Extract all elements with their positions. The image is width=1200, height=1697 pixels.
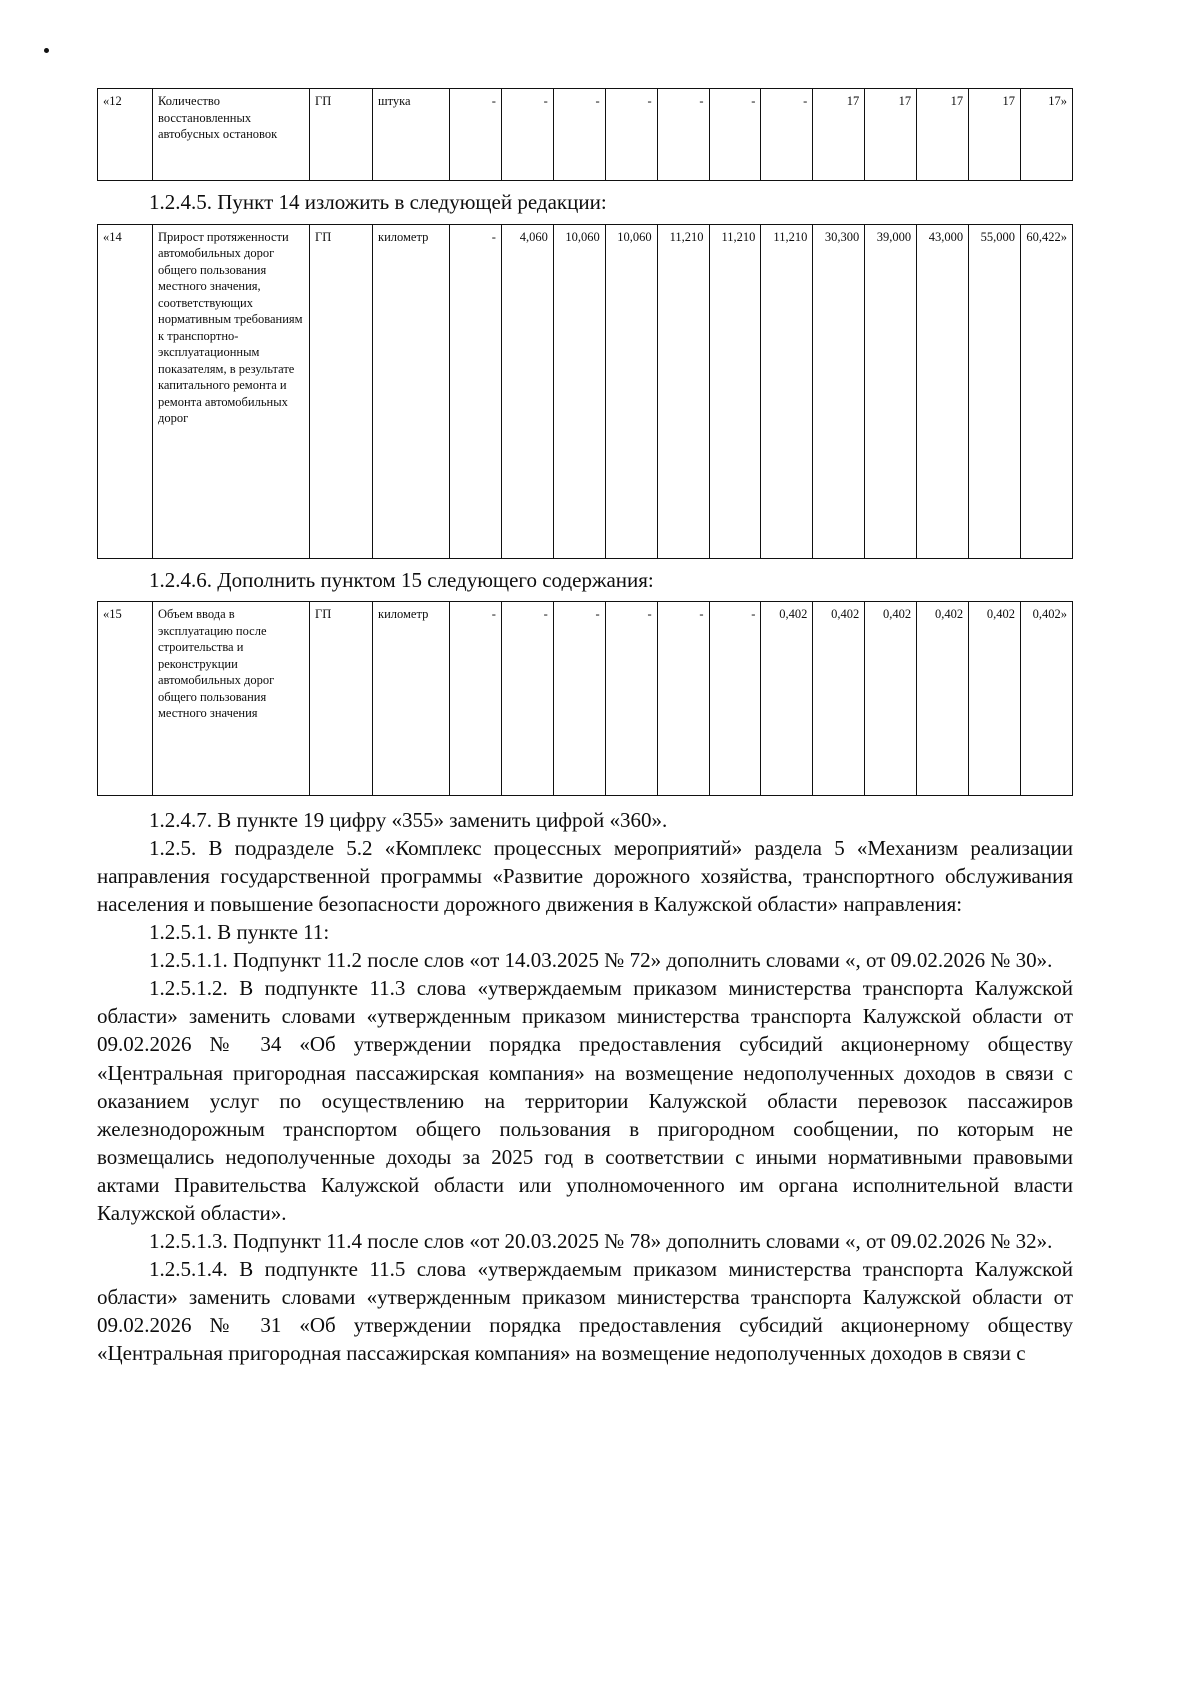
row15-value-4: - bbox=[657, 602, 709, 796]
row12-value-0: - bbox=[450, 89, 502, 181]
row12-number: «12 bbox=[98, 89, 153, 181]
row15-value-1: - bbox=[501, 602, 553, 796]
row12-value-11: 17» bbox=[1020, 89, 1072, 181]
heading-1-2-4-6: 1.2.4.6. Дополнить пунктом 15 следующего содержания: bbox=[149, 567, 654, 592]
row12-value-10: 17 bbox=[969, 89, 1021, 181]
row15-name: Объем ввода в эксплуатацию после строительства и реконструкции автомобильных дорог общего пользования местного значения bbox=[153, 602, 310, 796]
row12-type: ГП bbox=[310, 89, 373, 181]
row14-value-3: 10,060 bbox=[605, 224, 657, 558]
indicator-table-12 bbox=[97, 88, 1073, 181]
heading-1-2-4-5: 1.2.4.5. Пункт 14 изложить в следующей редакции: bbox=[149, 190, 607, 214]
row14-value-4: 11,210 bbox=[657, 224, 709, 558]
row15-value-7: 0,402 bbox=[813, 602, 865, 796]
row15-value-2: - bbox=[553, 602, 605, 796]
row12-value-9: 17 bbox=[917, 89, 969, 181]
row14-number: «14 bbox=[98, 224, 153, 558]
row15-value-3: - bbox=[605, 602, 657, 796]
row15-number: «15 bbox=[98, 602, 153, 796]
paragraph-1-2-5-1-3: 1.2.5.1.3. Подпункт 11.4 после слов «от 20.03.2025 № 78» дополнить словами «, от 09.02.2026 № 32». bbox=[149, 1228, 1053, 1253]
paragraph-1-2-5-1-4: 1.2.5.1.4. В подпункте 11.5 слова «утверждаемым приказом министерства транспорта Калужской области» заменить словами «утвержденным приказом министерства транспорта Калужской области от 09.02.2026 № 31 «Об утверждении порядка предоставления субсидий акционерному обществу «Центральная пригородная пассажирская компания» на возмещение недополученных доходов в связи с bbox=[97, 1256, 1073, 1365]
indicator-table-14 bbox=[97, 224, 1073, 559]
row12-name: Количество восстановленных автобусных остановок bbox=[153, 89, 310, 181]
row12-value-5: - bbox=[709, 89, 761, 181]
row15-value-9: 0,402 bbox=[917, 602, 969, 796]
row15-value-5: - bbox=[709, 602, 761, 796]
paragraph-1-2-5: 1.2.5. В подразделе 5.2 «Комплекс процессных мероприятий» раздела 5 «Механизм реализации направления государственной программы «Развитие дорожного хозяйства, транспортного обслуживания населения и повышение безопасности дорожного движения в Калужской области» направления: bbox=[97, 836, 1073, 917]
row14-value-10: 55,000 bbox=[969, 224, 1021, 558]
indicator-table-15 bbox=[97, 601, 1073, 796]
row14-value-7: 30,300 bbox=[813, 224, 865, 558]
row14-value-8: 39,000 bbox=[865, 224, 917, 558]
table-row bbox=[98, 89, 1073, 181]
page-content bbox=[97, 88, 1073, 1367]
row15-unit: километр bbox=[373, 602, 450, 796]
row14-value-9: 43,000 bbox=[917, 224, 969, 558]
paragraph-1-2-5-1: 1.2.5.1. В пункте 11: bbox=[149, 920, 330, 945]
paragraph-1-2-5-1-2: 1.2.5.1.2. В подпункте 11.3 слова «утверждаемым приказом министерства транспорта Калужской области» заменить словами «утвержденным приказом министерства транспорта Калужской области от 09.02.2026 № 34 «Об утверждении порядка предоставления субсидий акционерному обществу «Центральная пригородная пассажирская компания» на возмещение недополученных доходов в связи с оказанием услуг по осуществлению на территории Калужской области перевозок пассажиров железнодорожным транспортом общего пользования в пригородном сообщении, по которым не возмещались недополученные доходы за 2025 год в соответствии с иными нормативными правовыми актами Правительства Калужской области или уполномоченного им органа исполнительной власти Калужской области». bbox=[97, 976, 1073, 1225]
row12-value-6: - bbox=[761, 89, 813, 181]
row12-value-2: - bbox=[553, 89, 605, 181]
row12-value-3: - bbox=[605, 89, 657, 181]
row15-value-11: 0,402» bbox=[1020, 602, 1072, 796]
row14-value-1: 4,060 bbox=[501, 224, 553, 558]
paragraph-1-2-4-7: 1.2.4.7. В пункте 19 цифру «355» заменить цифрой «360». bbox=[149, 808, 668, 833]
page-corner-mark bbox=[44, 48, 49, 53]
row12-value-8: 17 bbox=[865, 89, 917, 181]
row14-value-6: 11,210 bbox=[761, 224, 813, 558]
row14-value-11: 60,422» bbox=[1020, 224, 1072, 558]
body-text bbox=[97, 806, 1073, 1367]
row12-unit: штука bbox=[373, 89, 450, 181]
paragraph-1-2-5-1-1: 1.2.5.1.1. Подпункт 11.2 после слов «от 14.03.2025 № 72» дополнить словами «, от 09.02.2026 № 30». bbox=[149, 948, 1053, 973]
row14-name: Прирост протяженности автомобильных дорог общего пользования местного значения, соответствующих нормативным требованиям к транспортно-эксплуатационным показателям, в результате капитального ремонта и ремонта автомобильных дорог bbox=[153, 224, 310, 558]
row14-value-2: 10,060 bbox=[553, 224, 605, 558]
row15-value-0: - bbox=[450, 602, 502, 796]
row15-type: ГП bbox=[310, 602, 373, 796]
row14-unit: километр bbox=[373, 224, 450, 558]
row12-value-4: - bbox=[657, 89, 709, 181]
table-row bbox=[98, 602, 1073, 796]
row15-value-8: 0,402 bbox=[865, 602, 917, 796]
table-row bbox=[98, 224, 1073, 558]
row14-value-5: 11,210 bbox=[709, 224, 761, 558]
row12-value-7: 17 bbox=[813, 89, 865, 181]
row15-value-6: 0,402 bbox=[761, 602, 813, 796]
row14-value-0: - bbox=[450, 224, 502, 558]
row14-type: ГП bbox=[310, 224, 373, 558]
row15-value-10: 0,402 bbox=[969, 602, 1021, 796]
row12-value-1: - bbox=[501, 89, 553, 181]
